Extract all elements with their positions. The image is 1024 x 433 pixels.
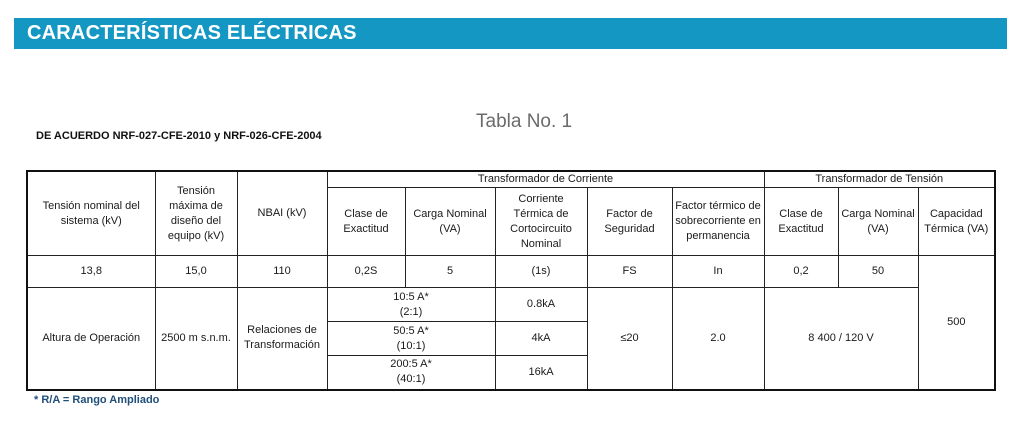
cell-factor-seguridad: FS <box>587 256 672 288</box>
header-factor-seguridad: Factor de Seguridad <box>587 188 672 256</box>
cell-nbai: 110 <box>237 256 327 288</box>
group-transformador-tension: Transformador de Tensión <box>764 171 995 188</box>
standards-subtitle: DE ACUERDO NRF-027-CFE-2010 y NRF-026-CFE-2004 <box>36 130 322 142</box>
ratio-current: 0.8kA <box>495 288 587 322</box>
ratio-cell <box>327 356 495 390</box>
cell-factor-termico-2: 2.0 <box>672 288 764 390</box>
ratio-cell <box>327 322 495 356</box>
ratio-current: 4kA <box>495 322 587 356</box>
cell-carga-nominal-tension: 50 <box>838 256 918 288</box>
header-clase-exactitud-tension: Clase de Exactitud <box>764 188 838 256</box>
footnote: * R/A = Rango Ampliado <box>34 394 160 406</box>
cell-carga-nominal-corriente: 5 <box>405 256 495 288</box>
electrical-characteristics-table <box>26 170 996 391</box>
cell-clase-exactitud-corriente: 0,2S <box>327 256 405 288</box>
header-carga-nominal-tension: Carga Nominal (VA) <box>838 188 918 256</box>
ratio-value: 200:5 A* <box>390 358 432 371</box>
ratio-relation: (40:1) <box>396 373 426 386</box>
group-transformador-corriente: Transformador de Corriente <box>327 171 764 188</box>
ratio-relation: (10:1) <box>396 339 426 352</box>
header-capacidad-termica: Capacidad Térmica (VA) <box>918 188 995 256</box>
cell-relaciones-label: Relaciones de Transformación <box>237 288 327 390</box>
cell-clase-exactitud-tension: 0,2 <box>764 256 838 288</box>
section-banner <box>14 18 1007 49</box>
header-tension-nominal: Tensión nominal del sistema (kV) <box>27 171 155 256</box>
cell-tension-ratio: 8 400 / 120 V <box>764 288 918 390</box>
ratio-relation: (2:1) <box>399 305 423 318</box>
header-nbai: NBAI (kV) <box>237 171 327 256</box>
cell-factor-termico: In <box>672 256 764 288</box>
ratio-value: 50:5 A* <box>393 324 429 337</box>
cell-corriente-termica: (1s) <box>495 256 587 288</box>
table-number-label: Tabla No. 1 <box>476 111 573 132</box>
header-factor-termico: Factor térmico de sobrecorriente en permanencia <box>672 188 764 256</box>
cell-factor-seguridad-2: ≤20 <box>587 288 672 390</box>
cell-altura-label: Altura de Operación <box>27 288 155 390</box>
ratio-current: 16kA <box>495 356 587 390</box>
header-carga-nominal-corriente: Carga Nominal (VA) <box>405 188 495 256</box>
cell-altura-value: 2500 m s.n.m. <box>155 288 237 390</box>
ratio-cell <box>327 288 495 322</box>
cell-tension-nominal: 13,8 <box>27 256 155 288</box>
header-tension-maxima: Tensión máxima de diseño del equipo (kV) <box>155 171 237 256</box>
header-clase-exactitud-corriente: Clase de Exactitud <box>327 188 405 256</box>
cell-capacidad-termica: 500 <box>918 256 995 390</box>
ratio-value: 10:5 A* <box>393 290 429 303</box>
section-title: CARACTERÍSTICAS ELÉCTRICAS <box>27 22 357 44</box>
header-corriente-termica: Corriente Térmica de Cortocircuito Nominal <box>495 188 587 256</box>
cell-tension-maxima: 15,0 <box>155 256 237 288</box>
